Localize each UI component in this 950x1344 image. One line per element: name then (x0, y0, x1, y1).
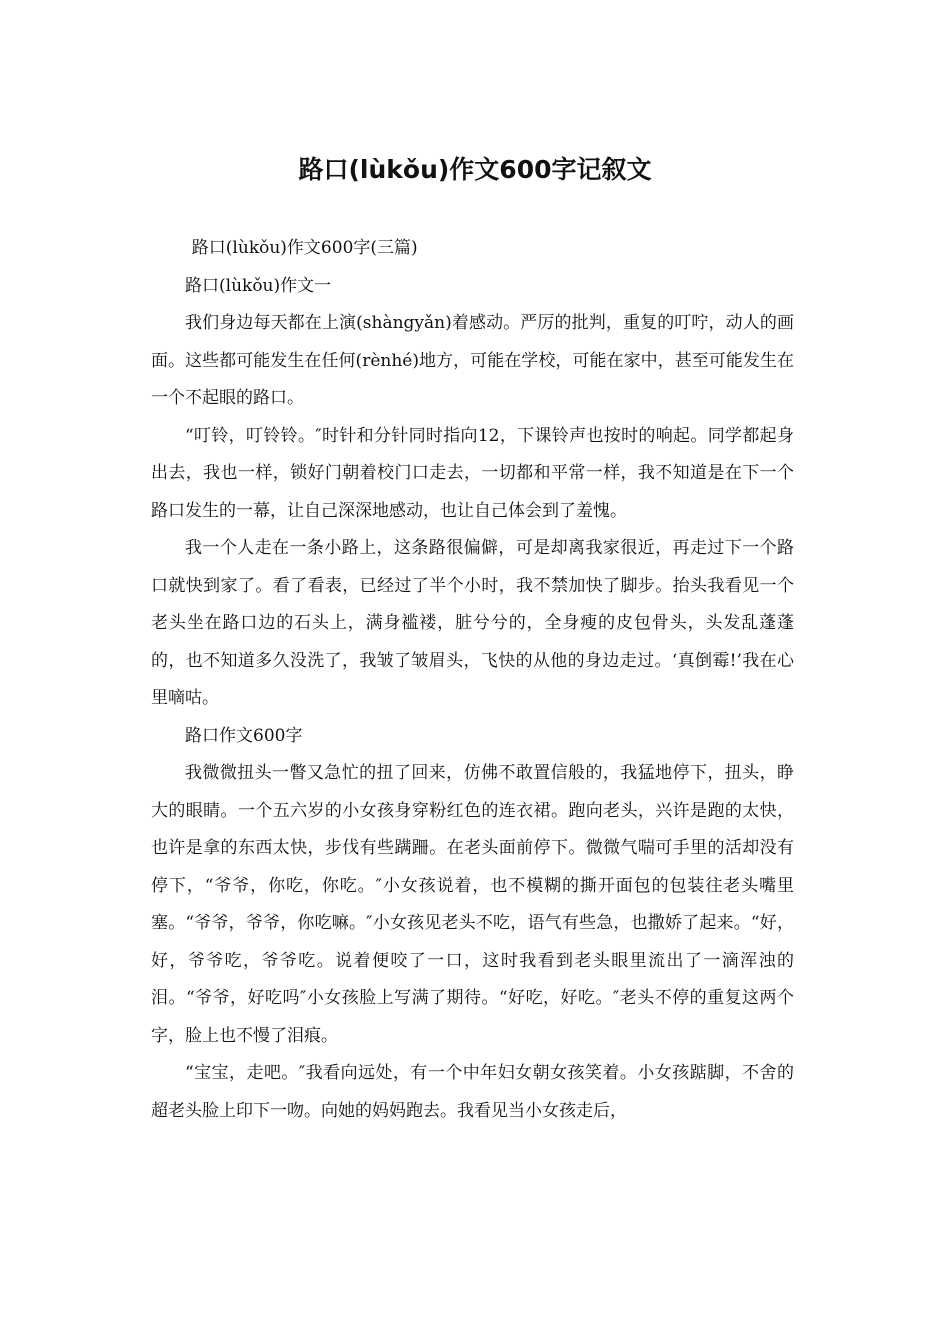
paragraph: “叮铃，叮铃铃。″时针和分针同时指向12，下课铃声也按时的响起。同学都起身出去，我也一样，锁好门朝着校门口走去，一切都和平常一样，我不知道是在下一个路口发生的一幕，让自己深深地感动，也让自己体会到了羞愧。 (151, 425, 794, 521)
paragraph: 我微微扭头一瞥又急忙的扭了回来，仿佛不敢置信般的，我猛地停下，扭头，睁大的眼睛。一个五六岁的小女孩身穿粉红色的连衣裙。跑向老头，兴许是跑的太快，也许是拿的东西太快，步伐有些蹒跚。在老头面前停下。微微气喘可手里的活却没有停下，“爷爷，你吃，你吃。″小女孩说着，也不模糊的撕开面包的包装往老头嘴里塞。“爷爷，爷爷，你吃嘛。″小女孩见老头不吃，语气有些急，也撒娇了起来。“好，好，爷爷吃，爷爷吃。说着便咬了一口，这时我看到老头眼里流出了一滴浑浊的泪。“爷爷，好吃吗″小女孩脸上写满了期待。“好吃，好吃。″老头不停的重复这两个字，脸上也不慢了泪痕。 (151, 763, 794, 1046)
paragraph: 我们身边每天都在上演(shàngyǎn)着感动。严厉的批判，重复的叮咛，动人的画面。这些都可能发生在任何(rènhé)地方，可能在学校，可能在家中，甚至可能发生在一个不起眼的路口。 (151, 313, 794, 408)
document-body (151, 230, 794, 1130)
paragraph-section-heading-1: 路口(lùkǒu)作文一 (185, 275, 332, 296)
paragraph-subtitle: 路口(lùkǒu)作文600字(三篇) (191, 238, 418, 258)
paragraph: “宝宝，走吧。″我看向远处，有一个中年妇女朝女孩笑着。小女孩踮脚，不舍的超老头脸上印下一吻。向她的妈妈跑去。我看见当小女孩走后， (151, 1063, 794, 1121)
document-title: 路口(lùkǒu)作文600字记叙文 (298, 155, 652, 184)
paragraph-section-heading-2: 路口作文600字 (185, 725, 303, 746)
paragraph: 我一个人走在一条小路上，这条路很偏僻，可是却离我家很近，再走过下一个路口就快到家了。看了看表，已经过了半个小时，我不禁加快了脚步。抬头我看见一个老头坐在路口边的石头上，满身褴褛，脏兮兮的，全身瘦的皮包骨头，头发乱蓬蓬的，也不知道多久没洗了，我皱了皱眉头，飞快的从他的身边走过。‘真倒霉!’我在心里嘀咕。 (151, 538, 794, 708)
